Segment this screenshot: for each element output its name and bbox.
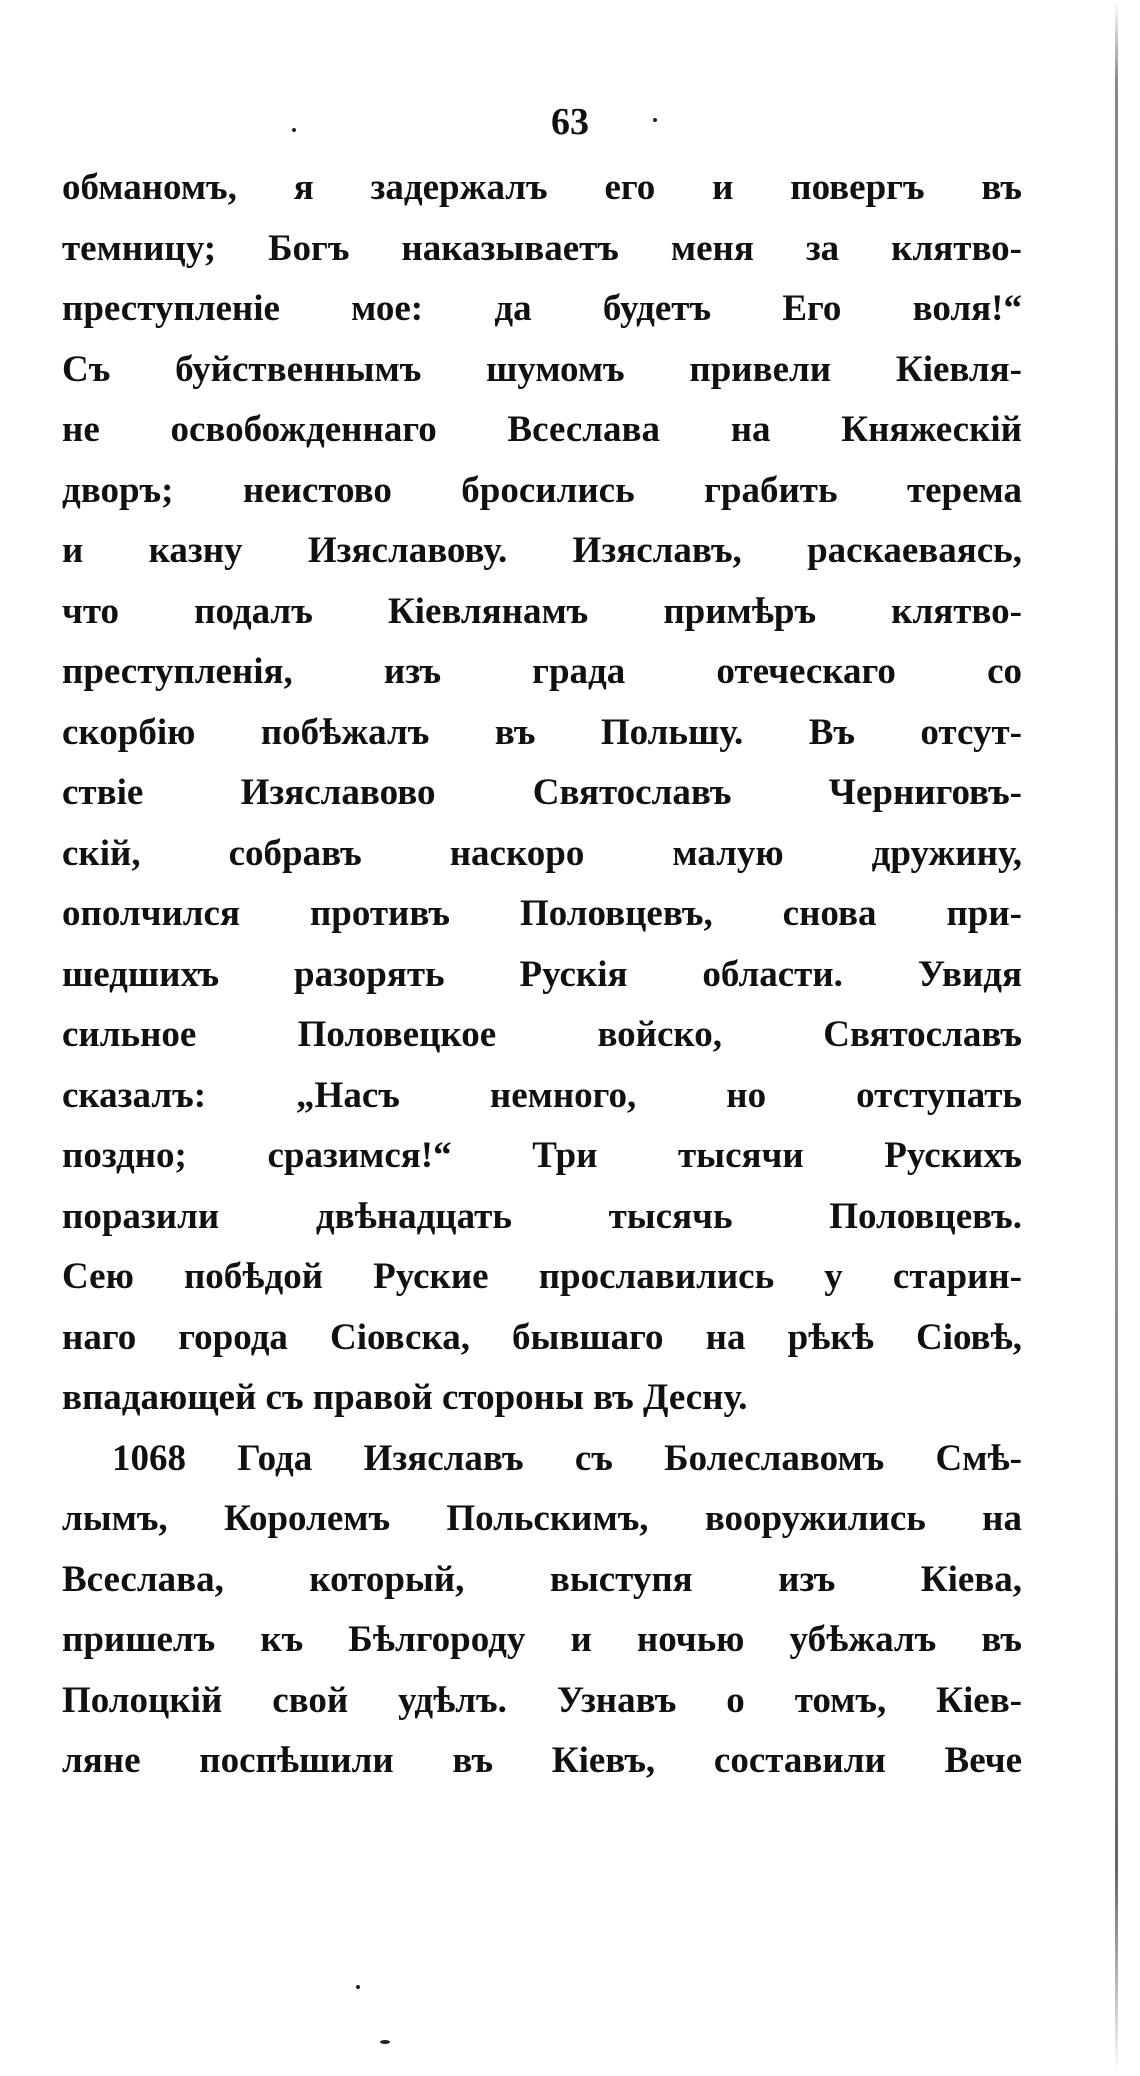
text-line: сильное Половецкое войско, Святославъ [62, 1014, 1022, 1055]
text-line: наго города Сіовска, бывшаго на рѣкѣ Сіовѣ, [62, 1316, 1022, 1358]
text-line: Съ буйственнымъ шумомъ привели Кіевля- [62, 348, 1022, 390]
text-line: Полоцкій свой удѣлъ. Узнавъ о томъ, Кіев- [62, 1679, 1022, 1721]
page-edge-rule [1115, 0, 1118, 2076]
ink-speck [356, 1985, 360, 1989]
text-line: пришелъ къ Бѣлгороду и ночью убѣжалъ въ [62, 1619, 1022, 1660]
text-line: ствіе Изяславово Святославъ Черниговъ- [62, 772, 1022, 813]
text-line: впадающей съ правой стороны въ Десну. [62, 1377, 748, 1418]
text-line: лымъ, Королемъ Польскимъ, вооружились на [62, 1498, 1022, 1539]
text-line: преступленіе мое: да будетъ Его воля!“ [62, 288, 1022, 329]
body-text [62, 158, 1022, 1792]
text-line: обманомъ, я задержалъ его и повергъ въ [62, 167, 1022, 208]
text-line: 1068 Года Изяславъ съ Болеславомъ Смѣ- [112, 1437, 1022, 1479]
text-line: ополчился противъ Половцевъ, снова при- [62, 893, 1022, 934]
text-line: темницу; Богъ наказываетъ меня за клятво- [62, 227, 1022, 269]
text-line: скорбію побѣжалъ въ Польшу. Въ отсут- [62, 711, 1022, 753]
text-line: преступленія, изъ града отеческаго со [62, 651, 1022, 692]
text-line: сказалъ: „Насъ немного, но отступать [62, 1074, 1022, 1116]
text-line: и казну Изяславову. Изяславъ, раскаеваясь, [62, 530, 1022, 571]
text-line: не освобожденнаго Всеслава на Княжескій [62, 409, 1022, 450]
text-line: ляне поспѣшили въ Кіевъ, составили Вече [62, 1740, 1022, 1781]
text-line: Всеслава, который, выступя изъ Кіева, [62, 1558, 1022, 1600]
ink-speck [380, 2040, 390, 2044]
text-line: что подалъ Кіевлянамъ примѣръ клятво- [62, 590, 1022, 632]
text-line: Сею побѣдой Руские прославились у старин- [62, 1256, 1022, 1297]
text-line: скій, собравъ наскоро малую дружину, [62, 832, 1022, 874]
text-line: шедшихъ разорять Рускія области. Увидя [62, 953, 1022, 995]
page-number: 63 [551, 101, 589, 143]
text-line: дворъ; неистово бросились грабить терема [62, 469, 1022, 511]
text-line: поразили двѣнадцать тысячь Половцевъ. [62, 1195, 1022, 1237]
text-line: поздно; сразимся!“ Три тысячи Рускихъ [62, 1135, 1022, 1176]
